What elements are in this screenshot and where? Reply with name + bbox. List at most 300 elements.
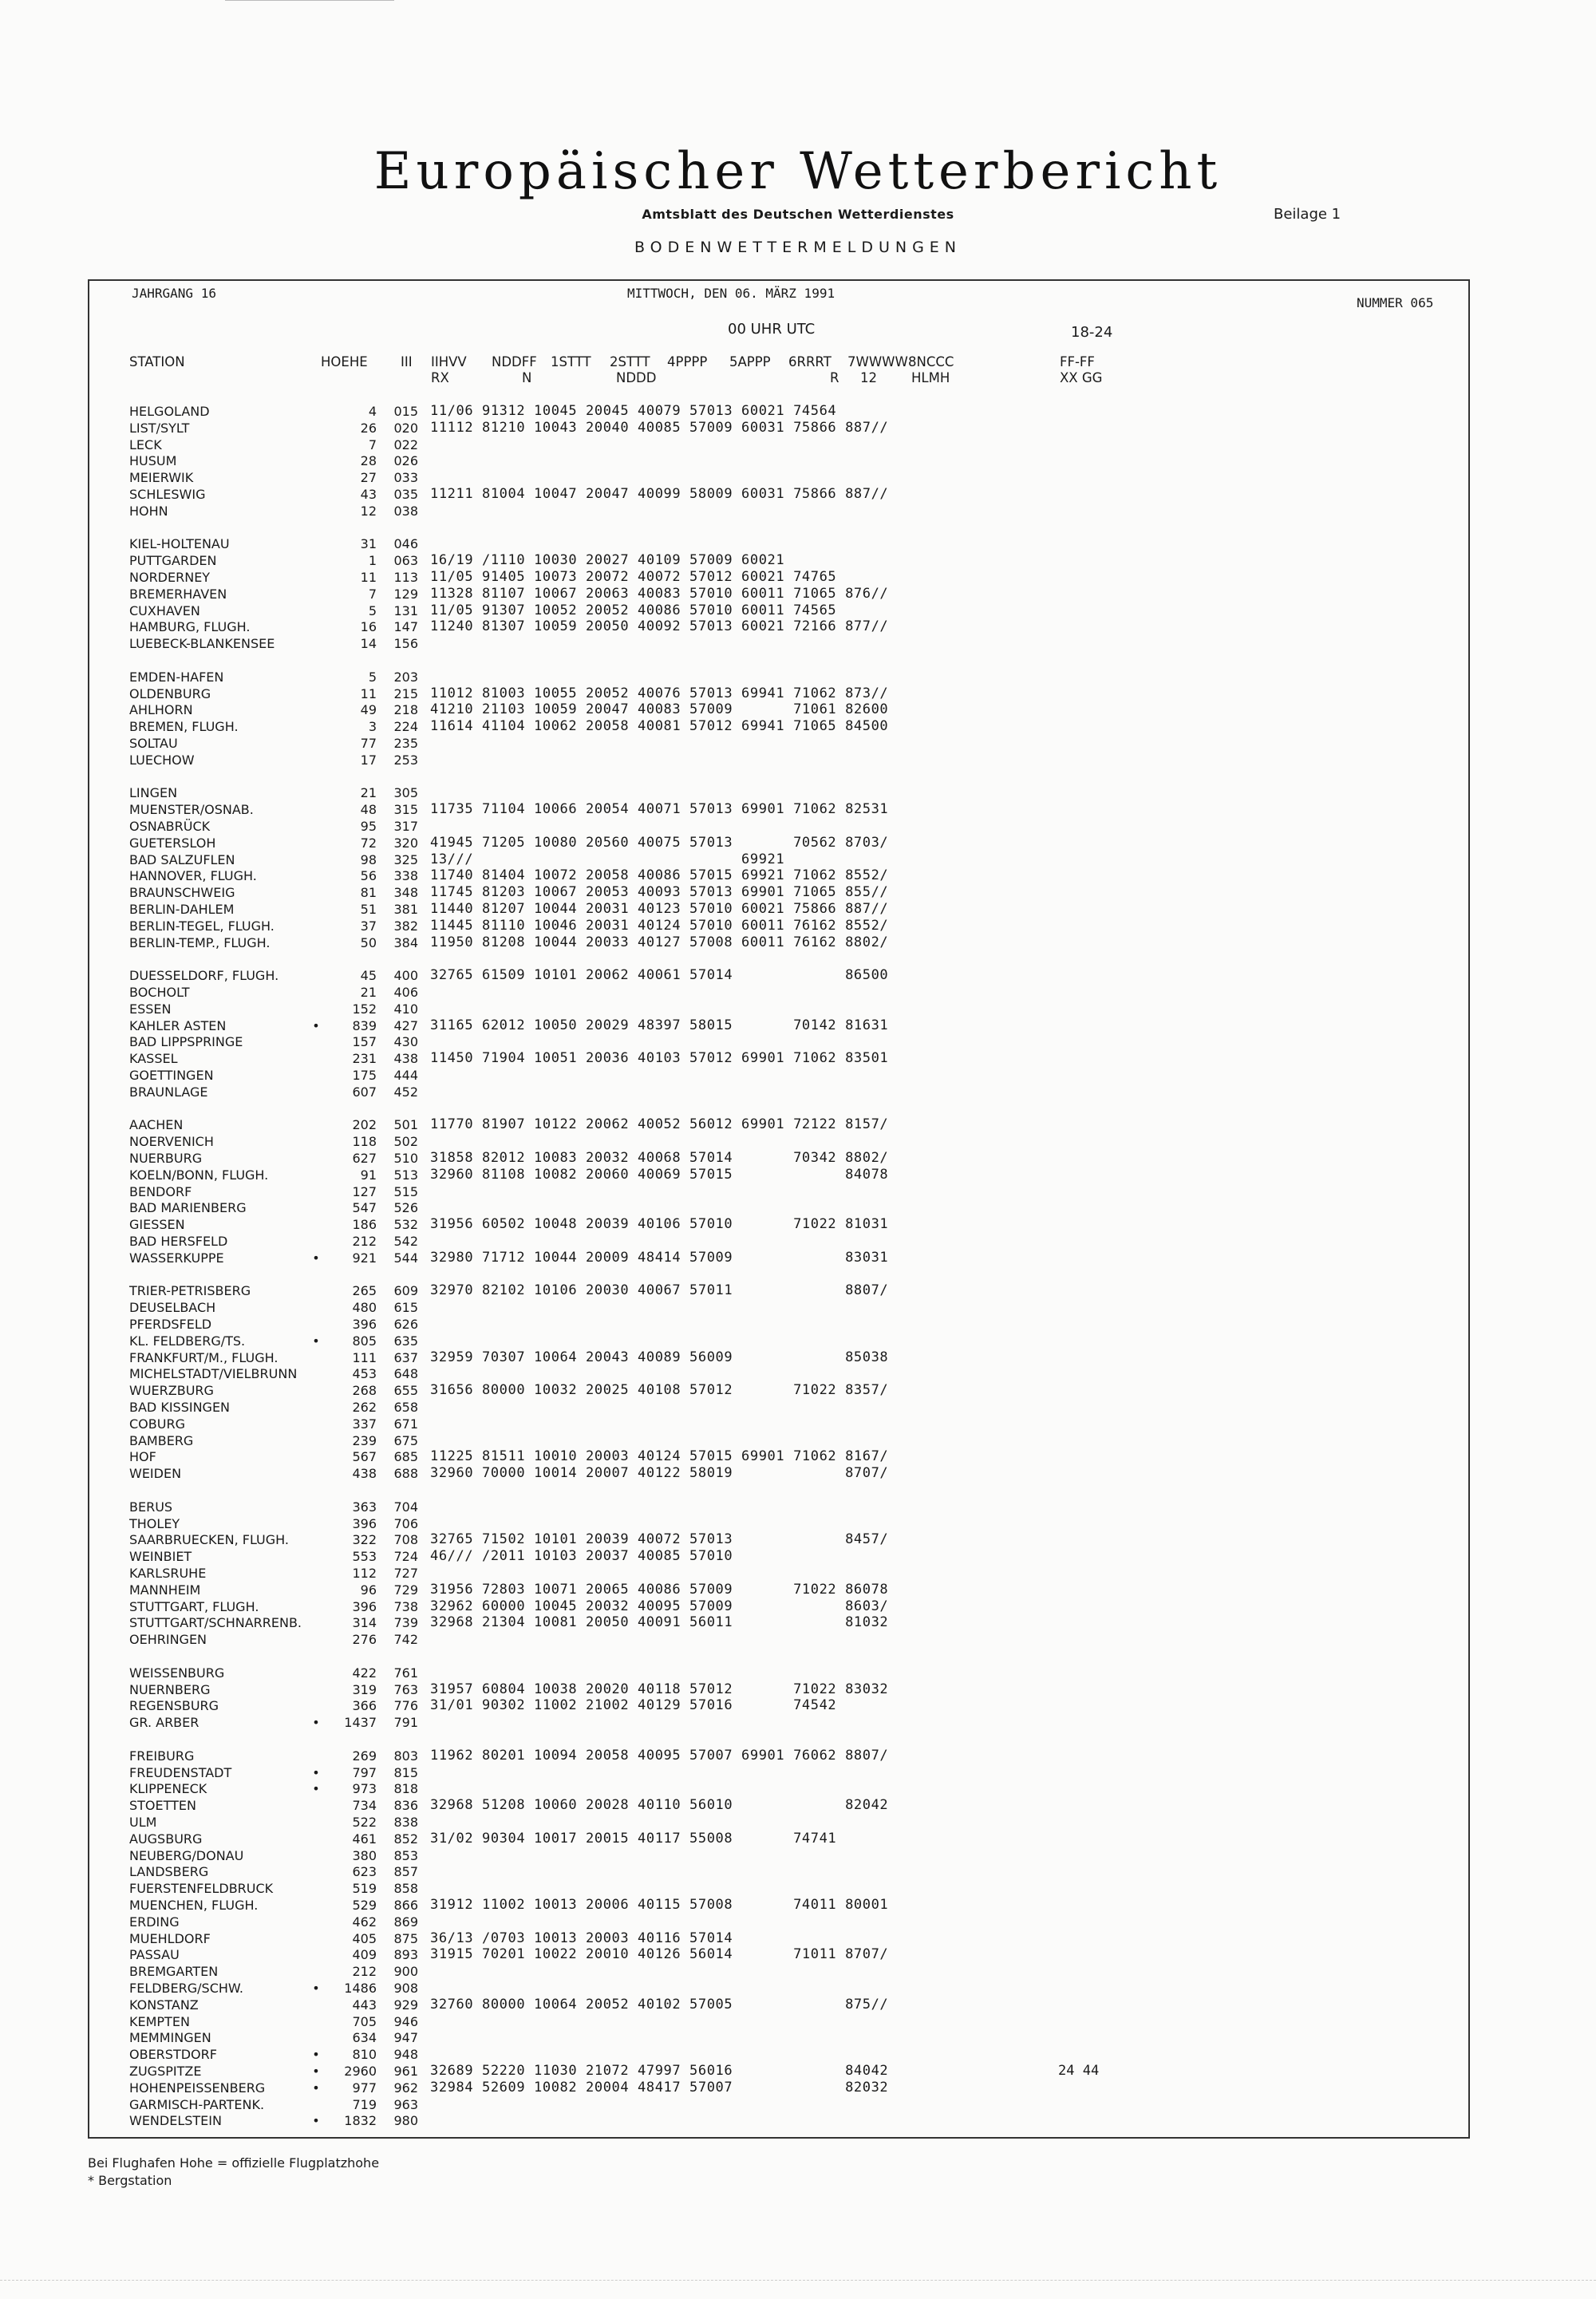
synop-groups: 11/05 91405 10073 20072 40072 57012 60021 74765 — [430, 569, 837, 585]
synop-groups: 32689 52220 11030 21072 47997 56016 84042 — [430, 2063, 889, 2079]
synop-groups: 11735 71104 10066 20054 40071 57013 69901 71062 82531 — [430, 801, 889, 817]
station-name: KEMPTEN — [129, 2014, 190, 2029]
station-height: 96 — [360, 1582, 377, 1598]
station-index: 947 — [393, 2030, 418, 2045]
station-index: 532 — [393, 1217, 418, 1232]
station-index: 427 — [393, 1018, 418, 1033]
station-name: LUEBECK-BLANKENSEE — [129, 636, 275, 651]
station-name: MUEHLDORF — [129, 1931, 211, 1946]
station-index: 869 — [393, 1914, 418, 1930]
station-height: 1 — [368, 553, 377, 568]
mountain-station-marker: • — [312, 2047, 320, 2062]
synop-groups: 32968 51208 10060 20028 40110 56010 82042 — [430, 1797, 889, 1813]
station-index: 046 — [393, 536, 418, 551]
col-ff: FF-FF — [1060, 354, 1095, 369]
mountain-station-marker: • — [312, 1250, 320, 1266]
station-index: 962 — [393, 2080, 418, 2096]
synop-groups: 32959 70307 10064 20043 40089 56009 85038 — [430, 1349, 889, 1365]
station-height: 438 — [352, 1466, 377, 1481]
station-height: 265 — [352, 1283, 377, 1298]
station-index: 655 — [393, 1383, 418, 1398]
synop-groups: 16/19 /1110 10030 20027 40109 57009 60021 — [430, 552, 785, 568]
col-height: HOEHE — [321, 354, 368, 369]
synop-groups: 31956 60502 10048 20039 40106 57010 71022 81031 — [430, 1216, 889, 1232]
station-height: 51 — [360, 902, 377, 917]
station-height: 810 — [352, 2047, 377, 2062]
col-g4: 4PPPP — [667, 354, 708, 369]
station-name: KL. FELDBERG/TS. — [129, 1333, 246, 1349]
station-name: FRANKFURT/M., FLUGH. — [129, 1350, 279, 1365]
station-height: 977 — [352, 2080, 377, 2096]
station-index: 224 — [393, 719, 418, 734]
station-index: 513 — [393, 1167, 418, 1183]
station-name: OLDENBURG — [129, 686, 211, 701]
station-height: 14 — [360, 636, 377, 651]
station-height: 396 — [352, 1317, 377, 1332]
station-index: 648 — [393, 1366, 418, 1381]
station-index: 961 — [393, 2064, 418, 2079]
mountain-station-marker: • — [312, 2080, 320, 2096]
station-height: 314 — [352, 1615, 377, 1630]
station-index: 791 — [393, 1715, 418, 1730]
bottom-rule — [0, 2280, 1596, 2281]
station-name: BAD SALZUFLEN — [129, 852, 235, 867]
station-height: 553 — [352, 1549, 377, 1564]
station-height: 396 — [352, 1599, 377, 1614]
page-title: Europäischer Wetterbericht — [373, 142, 1223, 201]
station-index: 203 — [393, 670, 418, 685]
station-index: 129 — [393, 587, 418, 602]
station-height: 48 — [360, 802, 377, 817]
station-height: 1437 — [344, 1715, 377, 1730]
synop-groups: 11112 81210 10043 20040 40085 57009 60031 75866 887// — [430, 420, 889, 436]
synop-groups: 32960 70000 10014 20007 40122 58019 8707/ — [430, 1465, 889, 1481]
col-iii: III — [401, 354, 413, 369]
station-height: 45 — [360, 968, 377, 983]
col-g1-sub: NDDD — [616, 370, 657, 385]
synop-groups: 32970 82102 10106 20030 40067 57011 8807/ — [430, 1282, 889, 1298]
station-height: 50 — [360, 935, 377, 950]
station-index: 706 — [393, 1516, 418, 1531]
station-height: 27 — [360, 470, 377, 485]
station-height: 363 — [352, 1499, 377, 1515]
mountain-station-marker: • — [312, 1765, 320, 1780]
station-height: 409 — [352, 1947, 377, 1962]
station-height: 111 — [352, 1350, 377, 1365]
synop-groups: 32765 71502 10101 20039 40072 57013 8457/ — [430, 1531, 889, 1547]
station-name: CUXHAVEN — [129, 603, 200, 618]
station-height: 269 — [352, 1748, 377, 1764]
station-height: 607 — [352, 1084, 377, 1100]
station-height: 152 — [352, 1001, 377, 1017]
date-label: MITTWOCH, DEN 06. MÄRZ 1991 — [627, 286, 836, 301]
station-name: BERLIN-TEMP., FLUGH. — [129, 935, 271, 950]
station-index: 348 — [393, 885, 418, 900]
station-height: 7 — [368, 437, 377, 452]
station-name: HELGOLAND — [129, 404, 210, 419]
station-index: 875 — [393, 1931, 418, 1946]
station-height: 1832 — [344, 2113, 377, 2128]
synop-groups: 32760 80000 10064 20052 40102 57005 875// — [430, 1997, 889, 2013]
station-index: 857 — [393, 1864, 418, 1879]
station-index: 317 — [393, 819, 418, 834]
station-height: 212 — [352, 1234, 377, 1249]
station-height: 396 — [352, 1516, 377, 1531]
station-name: FELDBERG/SCHW. — [129, 1981, 243, 1996]
station-index: 727 — [393, 1566, 418, 1581]
station-height: 705 — [352, 2014, 377, 2029]
col-ff-sub: XX GG — [1060, 370, 1103, 385]
station-name: NORDERNEY — [129, 570, 211, 585]
station-height: 322 — [352, 1532, 377, 1547]
station-name: NOERVENICH — [129, 1134, 214, 1149]
station-name: MANNHEIM — [129, 1582, 201, 1598]
station-index: 858 — [393, 1881, 418, 1896]
col-g5: 5APPP — [729, 354, 771, 369]
station-name: GOETTINGEN — [129, 1068, 214, 1083]
station-index: 946 — [393, 2014, 418, 2029]
station-height: 127 — [352, 1184, 377, 1199]
station-height: 519 — [352, 1881, 377, 1896]
station-name: NUERBURG — [129, 1151, 203, 1166]
station-index: 729 — [393, 1582, 418, 1598]
synop-groups: 32980 71712 10044 20009 48414 57009 83031 — [430, 1250, 889, 1266]
station-name: THOLEY — [129, 1516, 180, 1531]
station-name: AACHEN — [129, 1117, 184, 1132]
station-index: 609 — [393, 1283, 418, 1298]
station-name: KASSEL — [129, 1051, 178, 1066]
synop-groups: 13/// 69921 — [430, 851, 785, 867]
station-height: 11 — [360, 570, 377, 585]
synop-groups: 11614 41104 10062 20058 40081 57012 69941 71065 84500 — [430, 718, 889, 734]
synop-groups: 11740 81404 10072 20058 40086 57015 69921 71062 8552/ — [430, 867, 889, 883]
station-height: 805 — [352, 1333, 377, 1349]
synop-groups: 31912 11002 10013 20006 40115 57008 74011 80001 — [430, 1897, 889, 1913]
top-rule — [225, 0, 394, 1]
station-index: 020 — [393, 421, 418, 436]
station-index: 866 — [393, 1898, 418, 1913]
synop-groups: 11012 81003 10055 20052 40076 57013 69941 71062 873// — [430, 685, 889, 701]
synop-groups: 11770 81907 10122 20062 40052 56012 69901 72122 8157/ — [430, 1116, 889, 1132]
synop-groups: 11211 81004 10047 20047 40099 58009 60031 75866 887// — [430, 486, 889, 502]
station-index: 038 — [393, 504, 418, 519]
station-name: BREMEN, FLUGH. — [129, 719, 239, 734]
station-name: OEHRINGEN — [129, 1632, 207, 1647]
station-name: OBERSTDORF — [129, 2047, 217, 2062]
station-name: PUTTGARDEN — [129, 553, 217, 568]
synop-groups: 11/06 91312 10045 20045 40079 57013 60021 74564 — [430, 403, 837, 419]
station-name: HOF — [129, 1449, 156, 1464]
station-height: 21 — [360, 785, 377, 800]
col-g7-sub: 12 — [860, 370, 877, 385]
station-height: 157 — [352, 1034, 377, 1049]
station-index: 739 — [393, 1615, 418, 1630]
station-name: DUESSELDORF, FLUGH. — [129, 968, 279, 983]
synop-groups: 31/01 90302 11002 21002 40129 57016 74542 — [430, 1697, 837, 1713]
station-height: 547 — [352, 1200, 377, 1215]
station-name: AHLHORN — [129, 702, 193, 717]
station-name: HOHENPEISSENBERG — [129, 2080, 266, 2096]
station-name: ESSEN — [129, 1001, 172, 1017]
station-name: BRAUNLAGE — [129, 1084, 208, 1100]
station-name: FUERSTENFELDBRUCK — [129, 1881, 274, 1896]
station-height: 797 — [352, 1765, 377, 1780]
station-index: 852 — [393, 1831, 418, 1847]
station-height: 443 — [352, 1997, 377, 2013]
mountain-station-marker: • — [312, 1781, 320, 1796]
station-name: GARMISCH-PARTENK. — [129, 2097, 265, 2112]
station-index: 671 — [393, 1416, 418, 1432]
station-height: 72 — [360, 835, 377, 851]
station-index: 320 — [393, 835, 418, 851]
station-height: 5 — [368, 670, 377, 685]
station-name: ULM — [129, 1815, 157, 1830]
station-name: ERDING — [129, 1914, 180, 1930]
synop-groups: 11328 81107 10067 20063 40083 57010 60011 71065 876// — [430, 586, 889, 602]
station-index: 325 — [393, 852, 418, 867]
col-g6-sub: R — [830, 370, 839, 385]
mountain-station-marker: • — [312, 1018, 320, 1033]
station-height: 268 — [352, 1383, 377, 1398]
station-index: 637 — [393, 1350, 418, 1365]
station-height: 567 — [352, 1449, 377, 1464]
station-name: AUGSBURG — [129, 1831, 203, 1847]
station-index: 382 — [393, 918, 418, 934]
station-index: 400 — [393, 968, 418, 983]
station-name: KLIPPENECK — [129, 1781, 207, 1796]
station-height: 337 — [352, 1416, 377, 1432]
station-index: 838 — [393, 1815, 418, 1830]
station-name: STOETTEN — [129, 1798, 196, 1813]
station-index: 893 — [393, 1947, 418, 1962]
station-name: BAMBERG — [129, 1433, 194, 1448]
station-name: BERLIN-DAHLEM — [129, 902, 235, 917]
col-hvv-sub: RX — [431, 370, 449, 385]
synop-groups: 32962 60000 10045 20032 40095 57009 8603/ — [430, 1598, 889, 1614]
station-height: 262 — [352, 1400, 377, 1415]
station-index: 803 — [393, 1748, 418, 1764]
station-index: 510 — [393, 1151, 418, 1166]
station-index: 675 — [393, 1433, 418, 1448]
synop-groups: 41210 21103 10059 20047 40083 57009 71061 82600 — [430, 701, 889, 717]
station-name: BENDORF — [129, 1184, 192, 1199]
station-height: 461 — [352, 1831, 377, 1847]
station-name: ZUGSPITZE — [129, 2064, 202, 2079]
synop-groups: 11950 81208 10044 20033 40127 57008 60011 76162 8802/ — [430, 934, 889, 950]
col-ddff: NDDFF — [492, 354, 537, 369]
synop-groups: 32968 21304 10081 20050 40091 56011 81032 — [430, 1614, 889, 1630]
station-index: 113 — [393, 570, 418, 585]
station-name: LUECHOW — [129, 753, 195, 768]
station-name: KOELN/BONN, FLUGH. — [129, 1167, 269, 1183]
synop-groups: 31/02 90304 10017 20015 40117 55008 74741 — [430, 1831, 837, 1847]
synop-groups: 11225 81511 10010 20003 40124 57015 69901 71062 8167/ — [430, 1448, 889, 1464]
station-index: 776 — [393, 1698, 418, 1713]
station-name: SOLTAU — [129, 736, 178, 751]
station-height: 627 — [352, 1151, 377, 1166]
station-height: 719 — [352, 2097, 377, 2112]
col-g8: 8NCCC — [908, 354, 954, 369]
station-name: BAD HERSFELD — [129, 1234, 228, 1249]
station-name: BAD KISSINGEN — [129, 1400, 231, 1415]
station-index: 384 — [393, 935, 418, 950]
station-index: 502 — [393, 1134, 418, 1149]
col-hvv: IIHVV — [431, 354, 467, 369]
station-index: 948 — [393, 2047, 418, 2062]
station-height: 480 — [352, 1300, 377, 1315]
station-height: 81 — [360, 885, 377, 900]
station-index: 963 — [393, 2097, 418, 2112]
station-name: LINGEN — [129, 785, 178, 800]
station-index: 900 — [393, 1964, 418, 1979]
station-name: STUTTGART, FLUGH. — [129, 1599, 259, 1614]
station-name: BERLIN-TEGEL, FLUGH. — [129, 918, 275, 934]
station-height: 91 — [360, 1167, 377, 1183]
station-index: 526 — [393, 1200, 418, 1215]
station-height: 5 — [368, 603, 377, 618]
station-height: 202 — [352, 1117, 377, 1132]
station-name: NEUBERG/DONAU — [129, 1848, 244, 1863]
synop-groups: 32984 52609 10082 20004 48417 57007 82032 — [430, 2080, 889, 2096]
station-name: SCHLESWIG — [129, 487, 206, 502]
station-index: 685 — [393, 1449, 418, 1464]
station-index: 761 — [393, 1665, 418, 1681]
synop-groups: 46/// /2011 10103 20037 40085 57010 — [430, 1548, 733, 1564]
station-height: 276 — [352, 1632, 377, 1647]
mountain-station-marker: • — [312, 2064, 320, 2079]
station-index: 022 — [393, 437, 418, 452]
station-index: 015 — [393, 404, 418, 419]
page-subtitle: Amtsblatt des Deutschen Wetterdienstes — [642, 207, 954, 222]
station-name: LECK — [129, 437, 162, 452]
station-name: MUENCHEN, FLUGH. — [129, 1898, 259, 1913]
station-index: 742 — [393, 1632, 418, 1647]
station-height: 12 — [360, 504, 377, 519]
synop-groups: 31165 62012 10050 20029 48397 58015 70142 81631 — [430, 1017, 889, 1033]
station-index: 708 — [393, 1532, 418, 1547]
station-height: 37 — [360, 918, 377, 934]
station-name: MEIERWIK — [129, 470, 194, 485]
station-height: 31 — [360, 536, 377, 551]
station-name: FREUDENSTADT — [129, 1765, 232, 1780]
col-g8-sub: HLMH — [911, 370, 950, 385]
station-index: 253 — [393, 753, 418, 768]
station-index: 544 — [393, 1250, 418, 1266]
synop-groups: 11440 81207 10044 20031 40123 57010 60021 75866 887// — [430, 901, 889, 917]
station-height: 118 — [352, 1134, 377, 1149]
station-index: 381 — [393, 902, 418, 917]
station-height: 7 — [368, 587, 377, 602]
station-index: 815 — [393, 1765, 418, 1780]
synop-groups: 11745 81203 10067 20053 40093 57013 69901 71065 855// — [430, 884, 889, 900]
station-name: MICHELSTADT/VIELBRUNN — [129, 1366, 298, 1381]
mountain-station-marker: • — [312, 2113, 320, 2128]
station-name: WEIDEN — [129, 1466, 182, 1481]
station-height: 2960 — [344, 2064, 377, 2079]
station-name: MEMMINGEN — [129, 2030, 211, 2045]
station-height: 422 — [352, 1665, 377, 1681]
station-name: BERUS — [129, 1499, 173, 1515]
station-index: 305 — [393, 785, 418, 800]
station-height: 98 — [360, 852, 377, 867]
station-index: 626 — [393, 1317, 418, 1332]
station-name: EMDEN-HAFEN — [129, 670, 224, 685]
col-g6: 6RRRT — [788, 354, 832, 369]
mountain-station-marker: • — [312, 1715, 320, 1730]
station-index: 215 — [393, 686, 418, 701]
gust-value: 24 44 — [1058, 2063, 1100, 2079]
station-name: KARLSRUHE — [129, 1566, 207, 1581]
synop-groups: 32960 81108 10082 20060 40069 57015 84078 — [430, 1167, 889, 1183]
station-height: 26 — [360, 421, 377, 436]
station-height: 95 — [360, 819, 377, 834]
footnote-mountain: * Bergstation — [88, 2173, 172, 2188]
station-name: TRIER-PETRISBERG — [129, 1283, 251, 1298]
station-name: LANDSBERG — [129, 1864, 209, 1879]
synop-groups: 11/05 91307 10052 20052 40086 57010 60011 74565 — [430, 602, 837, 618]
station-height: 16 — [360, 619, 377, 634]
station-name: OSNABRÜCK — [129, 819, 211, 834]
station-index: 410 — [393, 1001, 418, 1017]
station-name: NUERNBERG — [129, 1682, 211, 1697]
station-index: 615 — [393, 1300, 418, 1315]
station-height: 28 — [360, 453, 377, 468]
station-name: WENDELSTEIN — [129, 2113, 222, 2128]
supplement-label: Beilage 1 — [1274, 206, 1341, 223]
station-height: 175 — [352, 1068, 377, 1083]
volume-label: JAHRGANG 16 — [132, 286, 216, 301]
station-name: REGENSBURG — [129, 1698, 219, 1713]
station-index: 026 — [393, 453, 418, 468]
col-g7: 7WWWW — [847, 354, 908, 369]
station-name: PASSAU — [129, 1947, 180, 1962]
station-name: COBURG — [129, 1416, 185, 1432]
station-index: 763 — [393, 1682, 418, 1697]
station-height: 623 — [352, 1864, 377, 1879]
observation-time: 00 UHR UTC — [728, 321, 816, 338]
station-height: 529 — [352, 1898, 377, 1913]
station-name: GUETERSLOH — [129, 835, 216, 851]
station-index: 542 — [393, 1234, 418, 1249]
station-index: 033 — [393, 470, 418, 485]
station-index: 438 — [393, 1051, 418, 1066]
station-height: 17 — [360, 753, 377, 768]
station-name: WASSERKUPPE — [129, 1250, 224, 1266]
station-name: HOHN — [129, 504, 168, 519]
station-name: SAARBRUECKEN, FLUGH. — [129, 1532, 289, 1547]
station-name: STUTTGART/SCHNARRENB. — [129, 1615, 302, 1630]
synop-groups: 11962 80201 10094 20058 40095 57007 69901 76062 8807/ — [430, 1748, 889, 1764]
station-height: 921 — [352, 1250, 377, 1266]
period-label: 18-24 — [1071, 324, 1113, 341]
station-index: 929 — [393, 1997, 418, 2013]
station-index: 218 — [393, 702, 418, 717]
station-name: KAHLER ASTEN — [129, 1018, 227, 1033]
station-height: 453 — [352, 1366, 377, 1381]
station-index: 635 — [393, 1333, 418, 1349]
station-index: 147 — [393, 619, 418, 634]
station-name: WEISSENBURG — [129, 1665, 225, 1681]
station-name: GR. ARBER — [129, 1715, 200, 1730]
station-height: 77 — [360, 736, 377, 751]
station-height: 4 — [368, 404, 377, 419]
station-height: 11 — [360, 686, 377, 701]
footnote-airport: Bei Flughafen Hohe = offizielle Flugplatzhohe — [88, 2155, 380, 2171]
station-height: 21 — [360, 985, 377, 1000]
station-name: HAMBURG, FLUGH. — [129, 619, 251, 634]
station-index: 063 — [393, 553, 418, 568]
station-index: 515 — [393, 1184, 418, 1199]
